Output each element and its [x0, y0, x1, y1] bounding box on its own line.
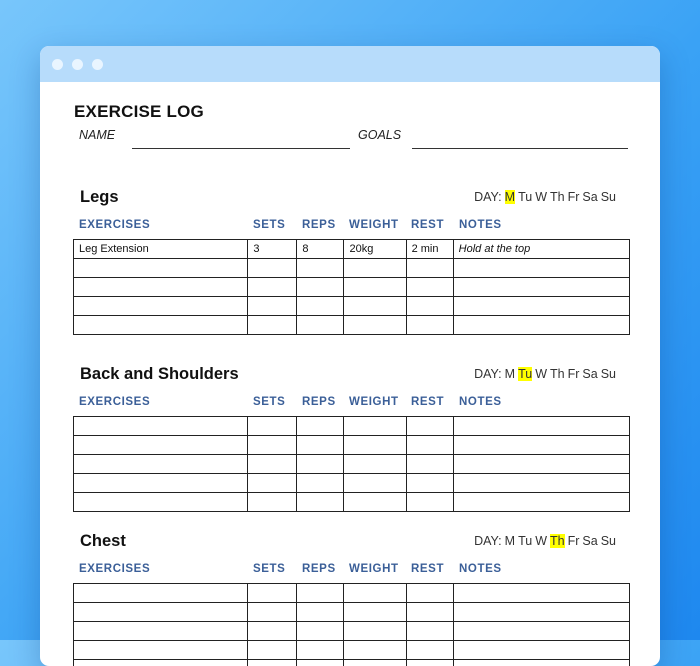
- table-cell[interactable]: [344, 417, 406, 436]
- table-cell[interactable]: [406, 259, 453, 278]
- table-cell[interactable]: [248, 584, 297, 603]
- name-field[interactable]: [132, 148, 350, 149]
- table-cell[interactable]: [74, 455, 248, 474]
- table-cell[interactable]: [297, 316, 344, 335]
- table-cell[interactable]: [248, 493, 297, 512]
- goals-field[interactable]: [412, 148, 628, 149]
- table-cell[interactable]: [406, 455, 453, 474]
- day-option[interactable]: M: [505, 534, 515, 548]
- day-option[interactable]: Sa: [582, 367, 597, 381]
- table-cell[interactable]: [406, 493, 453, 512]
- column-header: WEIGHT: [349, 396, 399, 408]
- table-cell[interactable]: [248, 474, 297, 493]
- column-header: NOTES: [459, 219, 502, 231]
- table-row: [74, 603, 630, 622]
- table-cell[interactable]: [344, 584, 406, 603]
- table-row: [74, 297, 630, 316]
- table-cell[interactable]: [297, 641, 344, 660]
- table-cell[interactable]: [453, 455, 629, 474]
- table-cell[interactable]: [74, 622, 248, 641]
- table-cell[interactable]: [74, 493, 248, 512]
- table-cell[interactable]: [297, 436, 344, 455]
- table-cell[interactable]: [406, 622, 453, 641]
- table-cell[interactable]: [297, 474, 344, 493]
- day-option[interactable]: M: [505, 367, 515, 381]
- table-cell[interactable]: [74, 474, 248, 493]
- table-row: [74, 474, 630, 493]
- day-option[interactable]: Sa: [582, 534, 597, 548]
- day-label: DAY:: [474, 190, 502, 204]
- day-option[interactable]: Fr: [568, 534, 580, 548]
- table-cell[interactable]: [74, 259, 248, 278]
- column-header: REST: [411, 396, 444, 408]
- column-header: EXERCISES: [79, 219, 150, 231]
- table-cell[interactable]: [248, 622, 297, 641]
- section-title: Legs: [80, 188, 119, 207]
- table-cell[interactable]: 3: [248, 240, 297, 259]
- table-cell[interactable]: [74, 641, 248, 660]
- table-cell[interactable]: [453, 641, 629, 660]
- day-option[interactable]: Th: [550, 190, 565, 204]
- table-cell[interactable]: [344, 316, 406, 335]
- table-cell[interactable]: [344, 622, 406, 641]
- table-cell[interactable]: [344, 493, 406, 512]
- day-option[interactable]: Th: [550, 534, 565, 548]
- table-cell[interactable]: [74, 584, 248, 603]
- table-cell[interactable]: [453, 297, 629, 316]
- table-cell[interactable]: [74, 660, 248, 666]
- goals-label: GOALS: [358, 128, 401, 142]
- table-cell[interactable]: [453, 660, 629, 666]
- table-cell[interactable]: [248, 417, 297, 436]
- column-header: SETS: [253, 563, 285, 575]
- table-cell[interactable]: [406, 417, 453, 436]
- column-header: EXERCISES: [79, 563, 150, 575]
- day-option[interactable]: W: [535, 367, 547, 381]
- table-cell[interactable]: [297, 584, 344, 603]
- day-option[interactable]: Fr: [568, 190, 580, 204]
- column-header: REST: [411, 219, 444, 231]
- day-option[interactable]: Su: [601, 190, 616, 204]
- table-row: [74, 660, 630, 666]
- column-header: SETS: [253, 219, 285, 231]
- table-cell[interactable]: [453, 436, 629, 455]
- day-label: DAY:: [474, 534, 502, 548]
- table-cell[interactable]: [406, 641, 453, 660]
- table-row: [74, 240, 630, 259]
- table-cell[interactable]: [74, 278, 248, 297]
- exercise-table: [73, 416, 630, 512]
- exercise-table: [73, 583, 630, 666]
- table-cell[interactable]: Hold at the top: [453, 240, 629, 259]
- table-cell[interactable]: [248, 259, 297, 278]
- table-cell[interactable]: [297, 622, 344, 641]
- section-title: Back and Shoulders: [80, 365, 239, 384]
- table-cell[interactable]: [406, 603, 453, 622]
- table-cell[interactable]: [406, 474, 453, 493]
- table-cell[interactable]: [406, 316, 453, 335]
- day-option[interactable]: W: [535, 534, 547, 548]
- table-cell[interactable]: [297, 493, 344, 512]
- column-header: EXERCISES: [79, 396, 150, 408]
- day-option[interactable]: Fr: [568, 367, 580, 381]
- table-cell[interactable]: [74, 603, 248, 622]
- table-cell[interactable]: [344, 297, 406, 316]
- window-dot-icon[interactable]: [52, 59, 63, 70]
- table-cell[interactable]: [453, 417, 629, 436]
- day-option[interactable]: Th: [550, 367, 565, 381]
- day-option[interactable]: Su: [601, 367, 616, 381]
- table-cell[interactable]: [248, 603, 297, 622]
- table-row: [74, 417, 630, 436]
- table-cell[interactable]: [297, 417, 344, 436]
- table-cell[interactable]: [297, 603, 344, 622]
- table-cell[interactable]: [297, 259, 344, 278]
- column-header: WEIGHT: [349, 563, 399, 575]
- column-headers: [73, 219, 630, 235]
- table-row: [74, 455, 630, 474]
- column-header: WEIGHT: [349, 219, 399, 231]
- table-cell[interactable]: [406, 278, 453, 297]
- table-cell[interactable]: [248, 660, 297, 666]
- table-cell[interactable]: [74, 316, 248, 335]
- table-cell[interactable]: [297, 297, 344, 316]
- table-cell[interactable]: [248, 436, 297, 455]
- name-label: NAME: [79, 128, 115, 142]
- column-header: REST: [411, 563, 444, 575]
- table-cell[interactable]: [344, 474, 406, 493]
- table-cell[interactable]: [248, 316, 297, 335]
- table-row: [74, 436, 630, 455]
- page-title: EXERCISE LOG: [74, 102, 204, 122]
- table-cell[interactable]: [406, 660, 453, 666]
- table-row: [74, 259, 630, 278]
- table-cell[interactable]: [453, 259, 629, 278]
- table-cell[interactable]: Leg Extension: [74, 240, 248, 259]
- table-cell[interactable]: [344, 660, 406, 666]
- table-cell[interactable]: [453, 474, 629, 493]
- table-cell[interactable]: [344, 259, 406, 278]
- window-dot-icon[interactable]: [92, 59, 103, 70]
- table-cell[interactable]: [344, 436, 406, 455]
- table-cell[interactable]: [297, 278, 344, 297]
- table-cell[interactable]: [344, 455, 406, 474]
- table-cell[interactable]: [74, 297, 248, 316]
- day-option[interactable]: W: [535, 190, 547, 204]
- table-cell[interactable]: [248, 278, 297, 297]
- table-row: [74, 316, 630, 335]
- window-titlebar: [40, 46, 660, 82]
- table-row: [74, 641, 630, 660]
- column-header: REPS: [302, 396, 336, 408]
- document-window: [40, 46, 660, 666]
- day-selector: [474, 190, 616, 204]
- table-cell[interactable]: [248, 455, 297, 474]
- day-selector: [474, 534, 616, 548]
- table-cell[interactable]: [297, 660, 344, 666]
- column-header: NOTES: [459, 563, 502, 575]
- table-row: [74, 584, 630, 603]
- column-header: REPS: [302, 219, 336, 231]
- day-label: DAY:: [474, 367, 502, 381]
- table-cell[interactable]: [297, 455, 344, 474]
- table-cell[interactable]: [406, 436, 453, 455]
- column-headers: [73, 563, 630, 579]
- exercise-table: [73, 239, 630, 335]
- section-title: Chest: [80, 532, 126, 551]
- column-header: SETS: [253, 396, 285, 408]
- table-row: [74, 278, 630, 297]
- day-option[interactable]: Tu: [518, 367, 532, 381]
- column-headers: [73, 396, 630, 412]
- day-selector: [474, 367, 616, 381]
- table-cell[interactable]: [74, 436, 248, 455]
- column-header: REPS: [302, 563, 336, 575]
- table-cell[interactable]: [344, 278, 406, 297]
- table-cell[interactable]: [453, 493, 629, 512]
- day-option[interactable]: Sa: [582, 190, 597, 204]
- table-cell[interactable]: [344, 641, 406, 660]
- day-option[interactable]: M: [505, 190, 515, 204]
- day-option[interactable]: Tu: [518, 190, 532, 204]
- table-cell[interactable]: [74, 417, 248, 436]
- table-cell[interactable]: [344, 603, 406, 622]
- table-row: [74, 622, 630, 641]
- table-cell[interactable]: [453, 278, 629, 297]
- table-cell[interactable]: [406, 584, 453, 603]
- table-cell[interactable]: [248, 297, 297, 316]
- day-option[interactable]: Tu: [518, 534, 532, 548]
- table-row: [74, 493, 630, 512]
- table-cell[interactable]: [453, 584, 629, 603]
- table-cell[interactable]: 20kg: [344, 240, 406, 259]
- table-cell[interactable]: 8: [297, 240, 344, 259]
- table-cell[interactable]: [453, 603, 629, 622]
- table-cell[interactable]: [248, 641, 297, 660]
- day-option[interactable]: Su: [601, 534, 616, 548]
- table-cell[interactable]: [453, 316, 629, 335]
- window-dot-icon[interactable]: [72, 59, 83, 70]
- table-cell[interactable]: [406, 297, 453, 316]
- table-cell[interactable]: 2 min: [406, 240, 453, 259]
- column-header: NOTES: [459, 396, 502, 408]
- table-cell[interactable]: [453, 622, 629, 641]
